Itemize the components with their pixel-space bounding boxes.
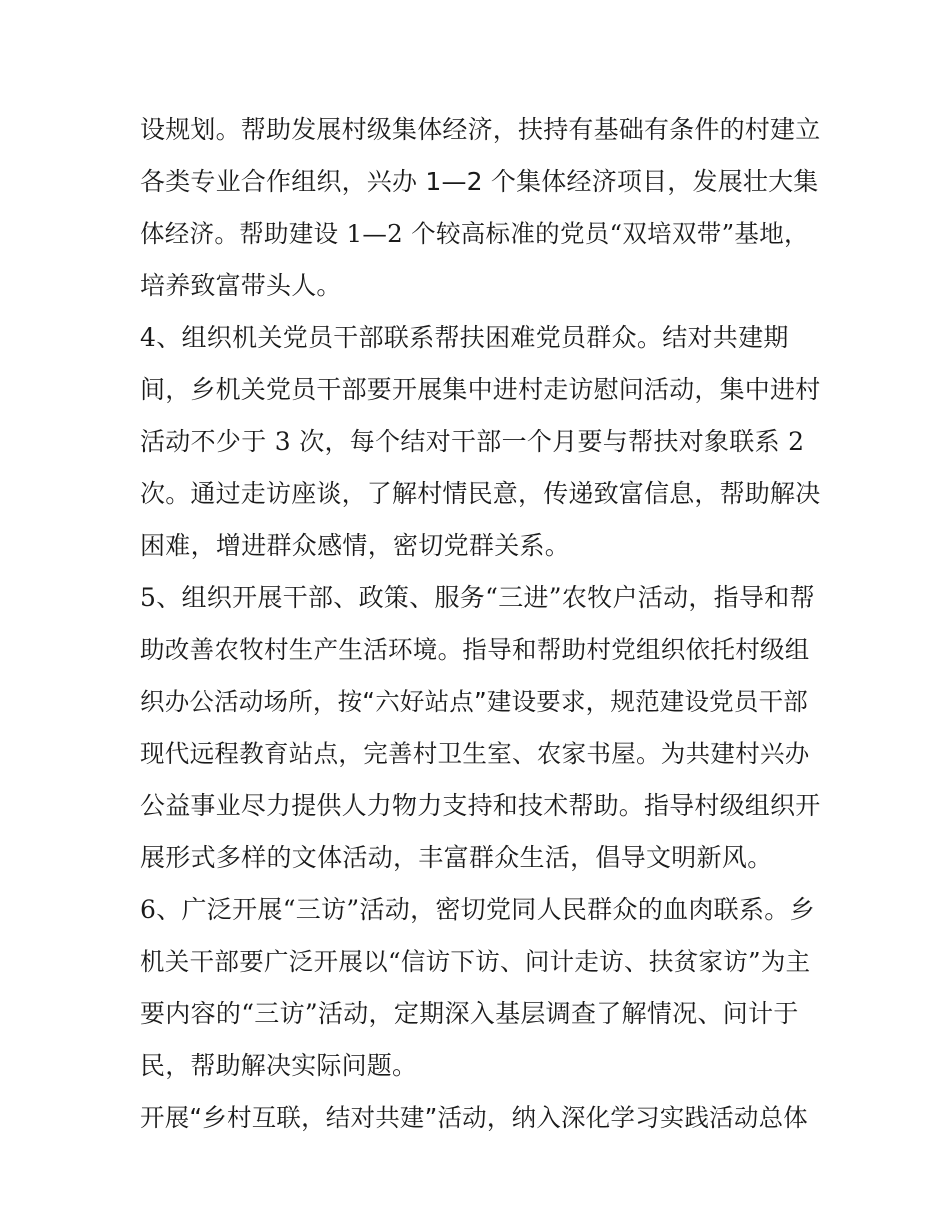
text-line-1: 设规划。帮助发展村级集体经济，扶持有基础有条件的村建立 — [140, 115, 820, 144]
text-line-15: 展形式多样的文体活动，丰富群众生活，倡导文明新风。 — [140, 843, 773, 872]
text-line-14: 公益事业尽力提供人力物力支持和技术帮助。指导村级组织开 — [140, 791, 820, 820]
text-line-7: 活动不少于 3 次，每个结对干部一个月要与帮扶对象联系 2 — [140, 427, 805, 456]
text-line-6: 间，乡机关党员干部要开展集中进村走访慰问活动，集中进村 — [140, 375, 820, 404]
text-line-4: 培养致富带头人。 — [140, 271, 342, 300]
text-line-9: 困难，增进群众感情，密切党群关系。 — [140, 531, 571, 560]
text-line-18: 要内容的“三访”活动，定期深入基层调查了解情况、问计于 — [140, 999, 799, 1028]
text-line-11: 助改善农牧村生产生活环境。指导和帮助村党组织依托村级组 — [140, 635, 810, 664]
text-line-17: 机关干部要广泛开展以“信访下访、问计走访、扶贫家访”为主 — [140, 947, 811, 976]
text-line-2: 各类专业合作组织，兴办 1—2 个集体经济项目，发展壮大集 — [140, 167, 819, 196]
text-line-8: 次。通过走访座谈，了解村情民意，传递致富信息，帮助解决 — [140, 479, 820, 508]
text-line-19: 民，帮助解决实际问题。 — [140, 1051, 418, 1080]
text-line-12: 织办公活动场所，按“六好站点”建设要求，规范建设党员干部 — [140, 687, 808, 716]
text-line-13: 现代远程教育站点，完善村卫生室、农家书屋。为共建村兴办 — [140, 739, 810, 768]
text-line-16: 6、广泛开展“三访”活动，密切党同人民群众的血肉联系。乡 — [140, 895, 815, 924]
text-line-10: 5、组织开展干部、政策、服务“三进”农牧户活动，指导和帮 — [140, 583, 815, 612]
text-line-20: 开展“乡村互联，结对共建”活动，纳入深化学习实践活动总体 — [140, 1103, 808, 1132]
text-line-3: 体经济。帮助建设 1—2 个较高标准的党员“双培双带”基地， — [140, 219, 809, 248]
text-line-5: 4、组织机关党员干部联系帮扶困难党员群众。结对共建期 — [140, 323, 789, 352]
